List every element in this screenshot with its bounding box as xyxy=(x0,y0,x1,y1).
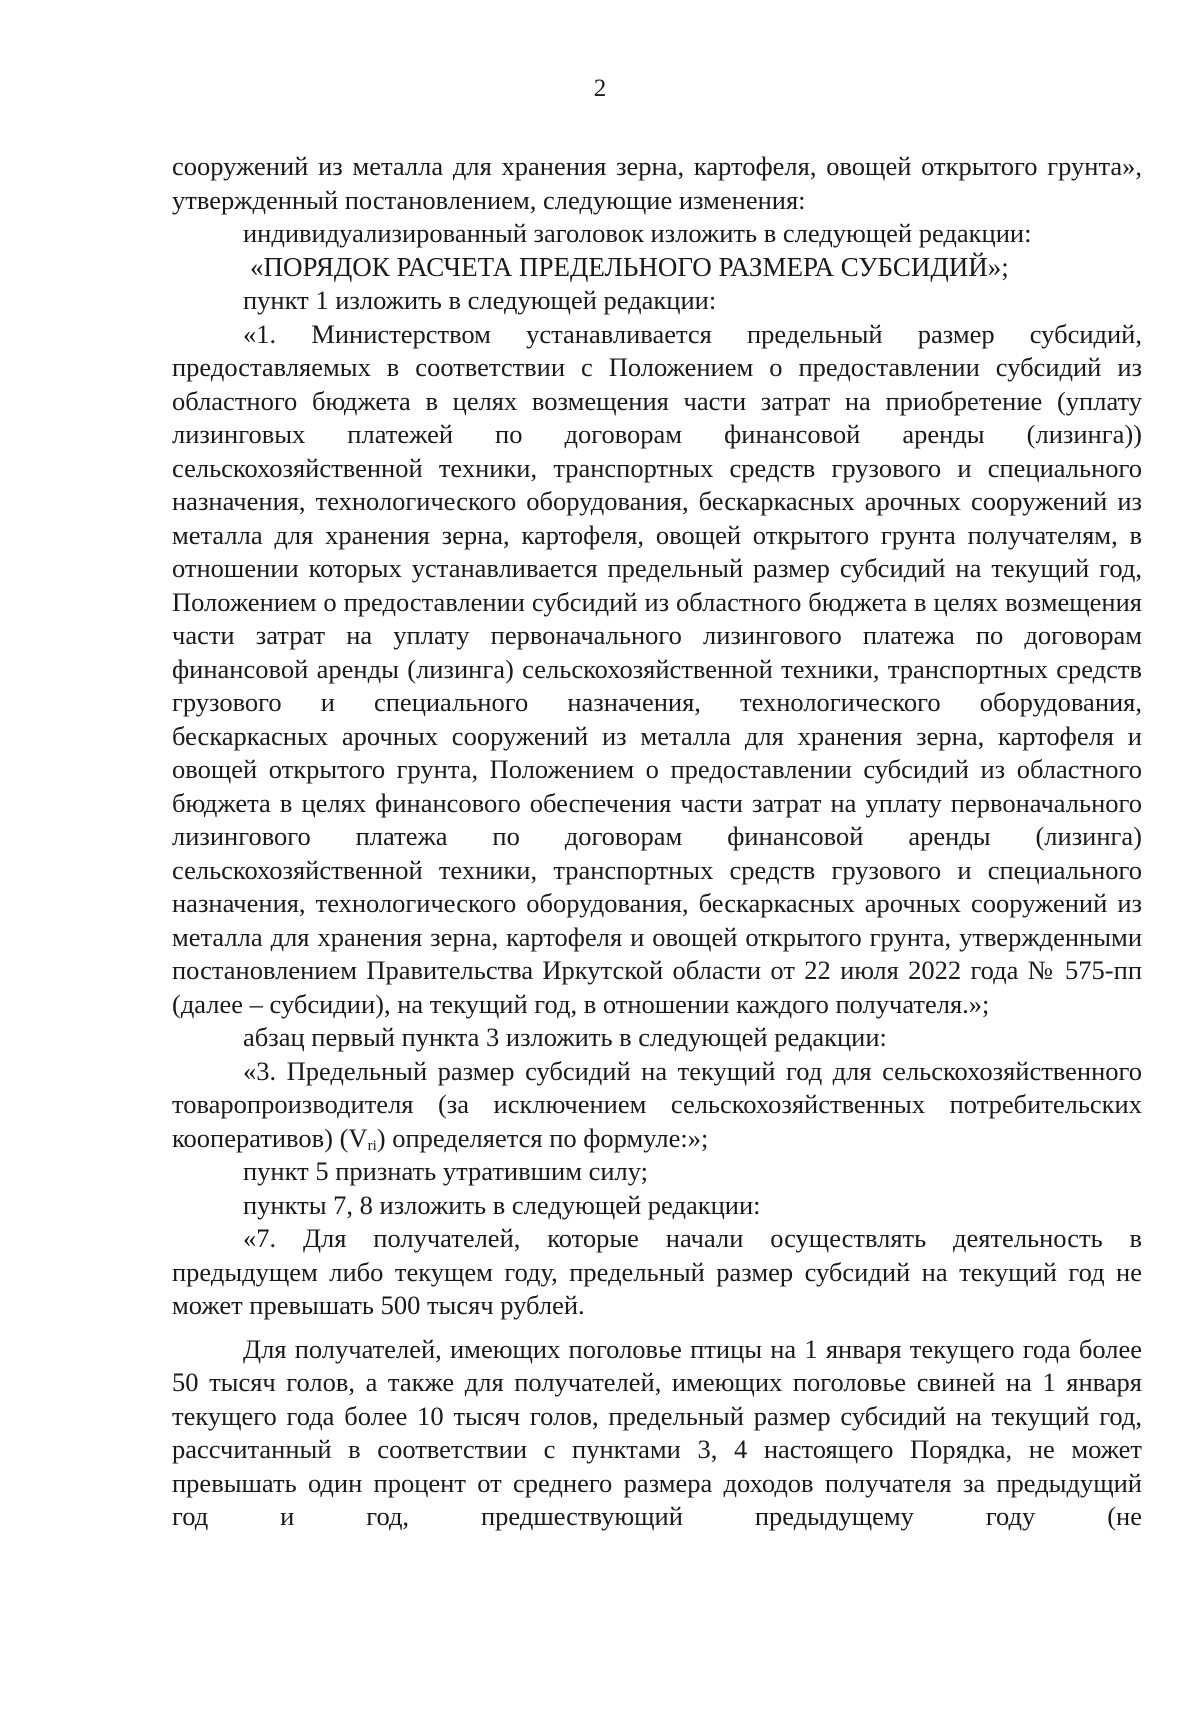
paragraph-point-3-text xyxy=(172,1055,1142,1156)
point-3-text-before: «3. Предельный размер субсидий на текущий год для сельскохозяйственного товаропроизводителя (за исключением сельскохозяйственных потребительских кооперативов) (V xyxy=(172,1055,1142,1153)
page-number: 2 xyxy=(593,75,607,102)
paragraph-point-3-instruction: абзац первый пункта 3 изложить в следующей редакции: xyxy=(243,1022,887,1052)
paragraph-points-7-8-instruction: пункты 7, 8 изложить в следующей редакции: xyxy=(243,1189,761,1220)
paragraph-point-5-instruction: пункт 5 признать утратившим силу; xyxy=(243,1156,649,1186)
paragraph-point-7-second: Для получателей, имеющих поголовье птицы на 1 января текущего года более 50 тысяч голов, а также для получателей, имеющих поголовье свиней на 1 января текущего года более 10 тысяч голов, предельный размер субсидий на текущий год, рассчитанный в соответствии с пунктами 3, 4 настоящего Порядка, не может превышать один процент от среднего размера доходов получателя за предыдущий год и год, предшествующий предыдущему году (не xyxy=(172,1333,1142,1531)
paragraph-point-1-instruction: пункт 1 изложить в следующей редакции: xyxy=(243,285,717,315)
paragraph-heading-instruction: индивидуализированный заголовок изложить в следующей редакции: xyxy=(243,218,1032,248)
formula-subscript: ri xyxy=(367,1137,377,1154)
document-body xyxy=(172,150,1142,1534)
point-3-text-after: ) определяется по формуле:»; xyxy=(376,1122,709,1153)
paragraph-point-1-text: «1. Министерством устанавливается предельный размер субсидий, предоставляемых в соответствии с Положением о предоставлении субсидий из областного бюджета в целях возмещения части затрат на приобретение (уплату лизинговых платежей по договорам финансовой аренды (лизинга)) сельскохозяйственной техники, транспортных средств грузового и специального назначения, технологического оборудования, бескаркасных арочных сооружений из металла для хранения зерна, картофеля, овощей открытого грунта получателям, в отношении которых устанавливается предельный размер субсидий на текущий год, Положением о предоставлении субсидий из областного бюджета в целях возмещения части затрат на уплату первоначального лизингового платежа по договорам финансовой аренды (лизинга) сельскохозяйственной техники, транспортных средств грузового и специального назначения, технологического оборудования, бескаркасных арочных сооружений из металла для хранения зерна, картофеля и овощей открытого грунта, Положением о предоставлении субсидий из областного бюджета в целях финансового обеспечения части затрат на уплату первоначального лизингового платежа по договорам финансовой аренды (лизинга) сельскохозяйственной техники, транспортных средств грузового и специального назначения, технологического оборудования, бескаркасных арочных сооружений из металла для хранения зерна, картофеля и овощей открытого грунта, утвержденными постановлением Правительства Иркутской области от 22 июля 2022 года № 575-пп (далее – субсидии), на текущий год, в отношении каждого получателя.»; xyxy=(172,318,1142,1019)
paragraph-continuation: сооружений из металла для хранения зерна, картофеля, овощей открытого грунта», утвержденный постановлением, следующие изменения: xyxy=(172,151,1142,215)
paragraph-order-title: «ПОРЯДОК РАСЧЕТА ПРЕДЕЛЬНОГО РАЗМЕРА СУБСИДИЙ»; xyxy=(250,251,1009,282)
paragraph-point-7-text: «7. Для получателей, которые начали осуществлять деятельность в предыдущем либо текущем году, предельный размер субсидий на текущий год не может превышать 500 тысяч рублей. xyxy=(172,1223,1142,1320)
